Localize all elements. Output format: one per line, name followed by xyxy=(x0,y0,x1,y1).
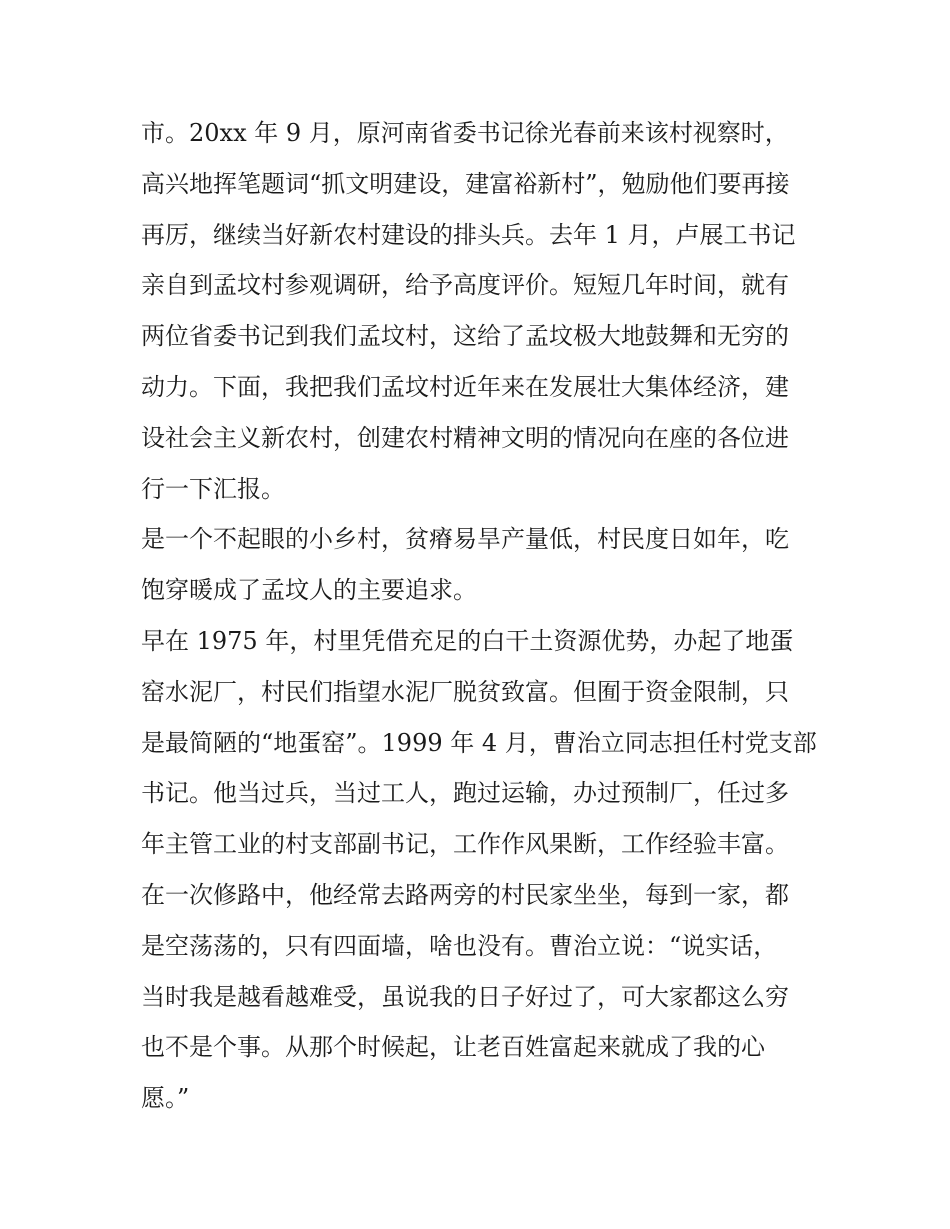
text-line: 亲自到孟坟村参观调研，给予高度评价。短短几年时间，就有 xyxy=(141,271,789,300)
text-line: 在一次修路中，他经常去路两旁的村民家坐坐，每到一家，都 xyxy=(141,880,789,909)
text-line: 当时我是越看越难受，虽说我的日子好过了，可大家都这么穷 xyxy=(141,982,789,1011)
text-line: 饱穿暖成了孟坟人的主要追求。 xyxy=(141,576,477,605)
text-line: 是一个不起眼的小乡村，贫瘠易旱产量低，村民度日如年，吃 xyxy=(141,525,789,554)
text-line: 市。20xx 年 9 月，原河南省委书记徐光春前来该村视察时， xyxy=(141,119,789,147)
text-line: 愿。” xyxy=(141,1084,190,1113)
text-line: 两位省委书记到我们孟坟村，这给了孟坟极大地鼓舞和无穷的 xyxy=(141,322,789,351)
text-line: 书记。他当过兵，当过工人，跑过运输，办过预制厂，任过多 xyxy=(141,779,789,808)
text-line: 是空荡荡的，只有四面墙，啥也没有。曹治立说：“说实话， xyxy=(141,931,778,960)
text-line: 行一下汇报。 xyxy=(141,474,285,503)
text-line: 窑水泥厂，村民们指望水泥厂脱贫致富。但囿于资金限制，只 xyxy=(141,677,789,706)
text-line: 年主管工业的村支部副书记，工作作风果断，工作经验丰富。 xyxy=(141,830,789,859)
text-line: 设社会主义新农村，创建农村精神文明的情况向在座的各位进 xyxy=(141,423,789,452)
text-line: 是最简陋的“地蛋窑”。1999 年 4 月，曹治立同志担任村党支部 xyxy=(141,728,817,757)
text-line: 早在 1975 年，村里凭借充足的白干土资源优势，办起了地蛋 xyxy=(141,626,794,655)
text-line: 也不是个事。从那个时候起，让老百姓富起来就成了我的心 xyxy=(141,1033,765,1062)
text-line: 再厉，继续当好新农村建设的排头兵。去年 1 月，卢展工书记 xyxy=(141,220,796,249)
text-line: 动力。下面，我把我们孟坟村近年来在发展壮大集体经济，建 xyxy=(141,372,789,401)
body-text xyxy=(141,108,816,1124)
text-line: 高兴地挥笔题词“抓文明建设，建富裕新村”，勉励他们要再接 xyxy=(141,169,790,198)
